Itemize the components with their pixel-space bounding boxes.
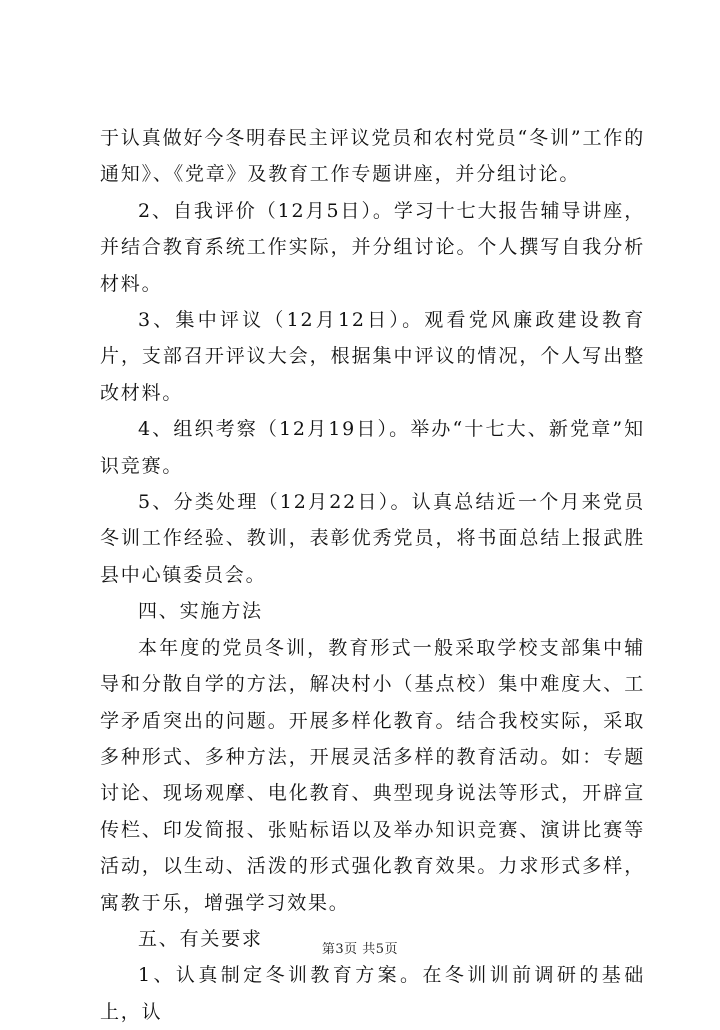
paragraph-requirement-1: 1、认真制定冬训教育方案。在冬训训前调研的基础上，认: [100, 964, 645, 1023]
paragraph-continuation: 于认真做好今冬明春民主评议党员和农村党员“冬训”工作的通知》、《党章》及教育工作专题讲座，并分组讨论。: [100, 127, 645, 186]
paragraph-self-evaluation: 2、自我评价（12月5日）。学习十七大报告辅导讲座，并结合教育系统工作实际，并分组讨论。个人撰写自我分析材料。: [100, 199, 645, 295]
page-number-footer: 第3页 共5页: [321, 942, 399, 957]
paragraph-centralized-review: 3、集中评议（12月12日）。观看党风廉政建设教育片，支部召开评议大会，根据集中评议的情况，个人写出整改材料。: [100, 309, 645, 404]
section-heading-implementation: 四、实施方法: [138, 600, 263, 623]
paragraph-implementation-method: 本年度的党员冬训，教育形式一般采取学校支部集中辅导和分散自学的方法，解决村小（基点校）集中难度大、工学矛盾突出的问题。开展多样化教育。结合我校实际，采取多种形式、多种方法，开展灵活多样的教育活动。如：专题讨论、现场观摩、电化教育、典型现身说法等形式，开辟宣传栏、印发简报、张贴标语以及举办知识竞赛、演讲比赛等活动，以生动、活泼的形式强化教育效果。力求形式多样，寓教于乐，增强学习效果。: [100, 636, 645, 914]
document-body: [100, 120, 645, 1030]
paragraph-classification: 5、分类处理（12月22日）。认真总结近一个月来党员冬训工作经验、教训，表彰优秀党员，将书面总结上报武胜县中心镇委员会。: [100, 491, 645, 586]
paragraph-organizational-inspection: 4、组织考察（12月19日）。举办“十七大、新党章”知识竞赛。: [100, 418, 645, 477]
section-heading-requirements: 五、有关要求: [138, 927, 263, 950]
